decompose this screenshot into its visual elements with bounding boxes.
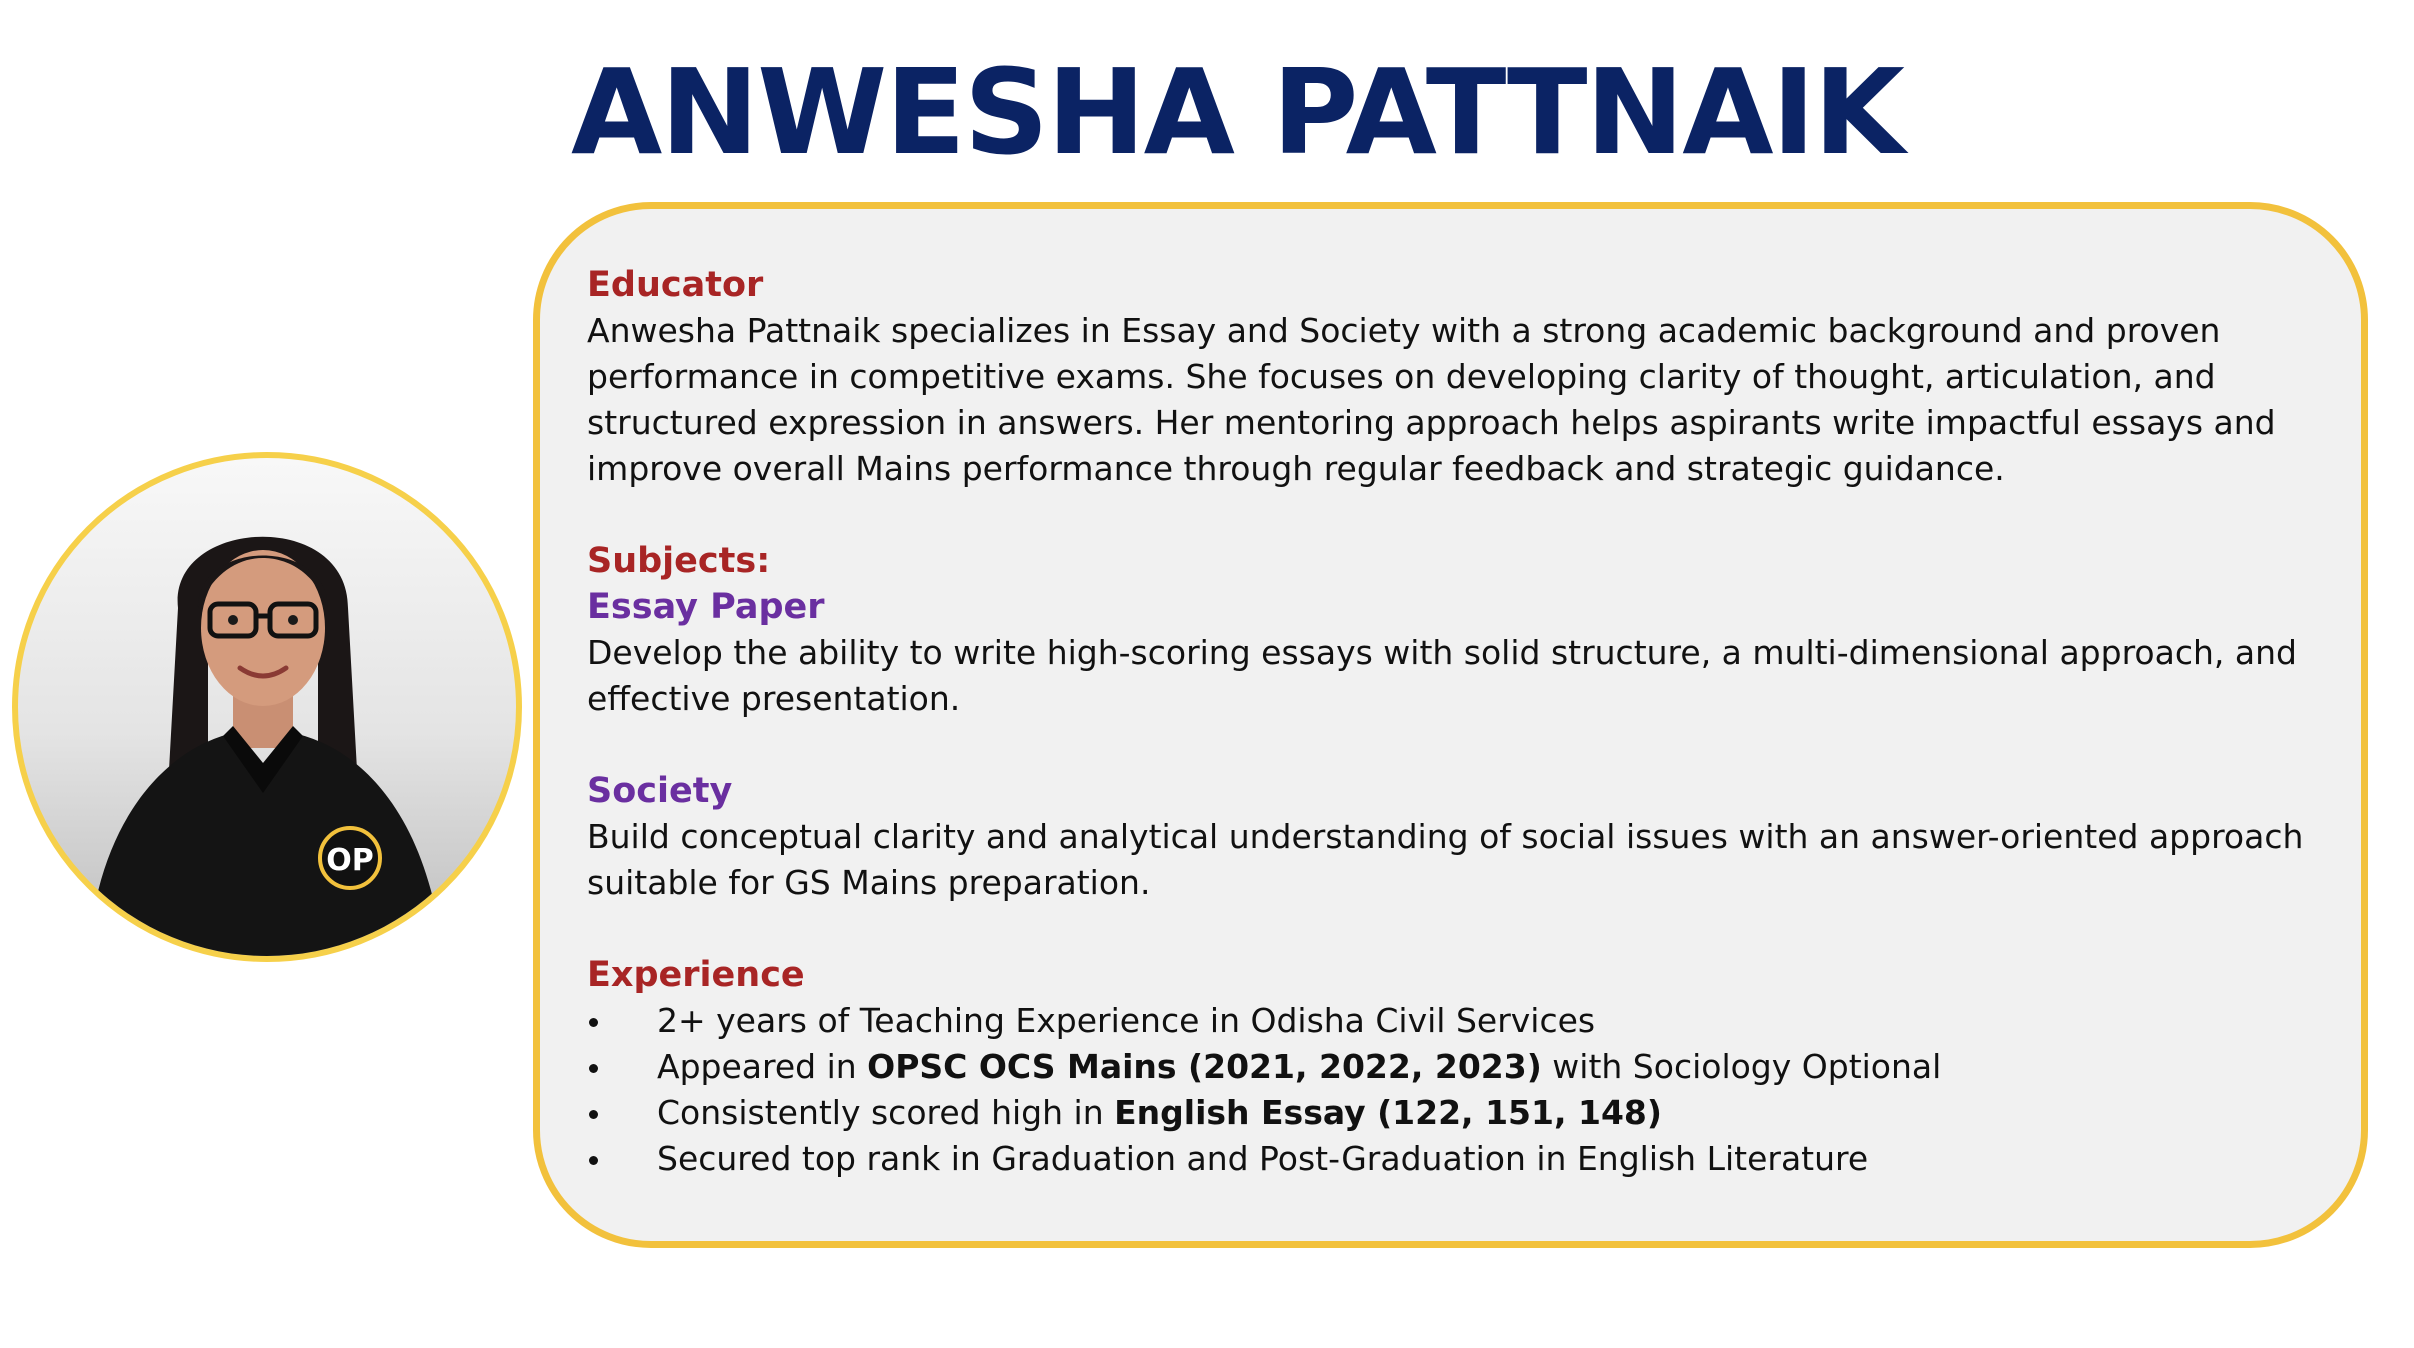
educator-line: structured expression in answers. Her mentoring approach helps aspirants write impactful essays and [587, 403, 2276, 442]
experience-item: Consistently scored high in English Essay (122, 151, 148) [587, 1090, 2327, 1136]
society-heading: Society [587, 771, 733, 811]
society-line: Build conceptual clarity and analytical understanding of social issues with an answer-oriented approach [587, 817, 2304, 856]
logo-badge-text: OP [326, 843, 374, 878]
essay-paper-line: effective presentation. [587, 679, 961, 718]
page-title: ANWESHA PATTNAIK [571, 43, 1903, 181]
educator-line: improve overall Mains performance through regular feedback and strategic guidance. [587, 449, 2005, 488]
educator-line: Anwesha Pattnaik specializes in Essay and Society with a strong academic background and proven [587, 311, 2221, 350]
experience-item: 2+ years of Teaching Experience in Odisha Civil Services [587, 998, 2327, 1044]
society-line: suitable for GS Mains preparation. [587, 863, 1151, 902]
experience-list [587, 998, 2327, 1182]
educator-heading: Educator [587, 265, 764, 305]
essay-paper-line: Develop the ability to write high-scoring essays with solid structure, a multi-dimensional approach, and [587, 633, 2297, 672]
experience-item: Secured top rank in Graduation and Post-Graduation in English Literature [587, 1136, 2327, 1182]
essay-paper-heading: Essay Paper [587, 587, 825, 627]
profile-content [587, 262, 2327, 1182]
experience-item: Appeared in OPSC OCS Mains (2021, 2022, 2023) with Sociology Optional [587, 1044, 2327, 1090]
profile-photo [12, 452, 522, 962]
educator-line: performance in competitive exams. She focuses on developing clarity of thought, articulation, and [587, 357, 2216, 396]
subjects-heading: Subjects: [587, 541, 771, 581]
person-portrait [18, 458, 516, 956]
experience-heading: Experience [587, 955, 805, 995]
